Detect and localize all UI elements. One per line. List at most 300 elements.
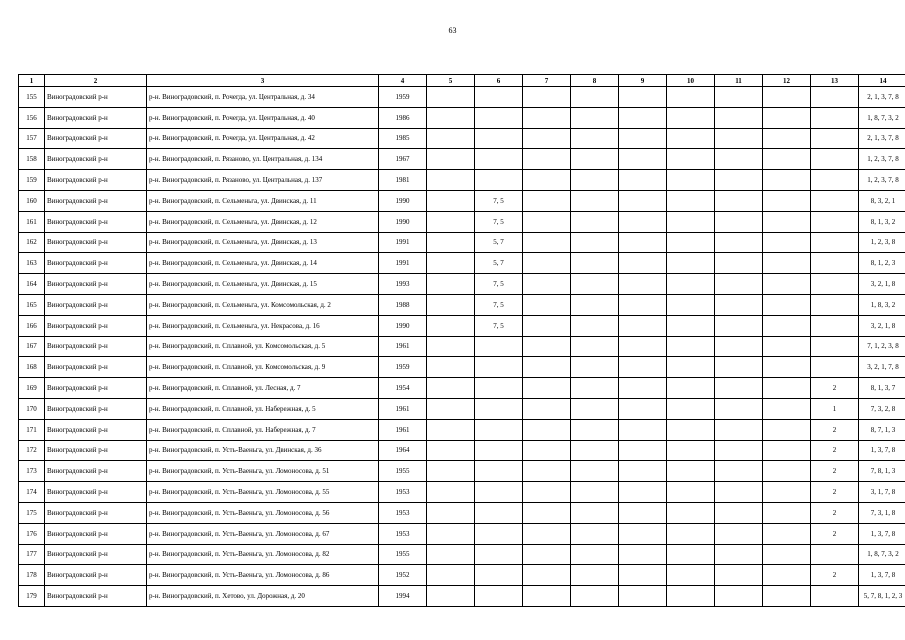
district-cell: Виноградовский р-н [45,253,147,274]
year-cell: 1990 [379,190,427,211]
col6-cell [475,336,523,357]
col5-cell [427,274,475,295]
col7-cell [523,128,571,149]
col14-cell: 8, 3, 2, 1 [859,190,905,211]
address-cell: р-н. Виноградовский, п. Хетово, ул. Дорожная, д. 20 [147,586,379,607]
col6-cell: 7, 5 [475,274,523,295]
district-cell: Виноградовский р-н [45,211,147,232]
col7-cell [523,336,571,357]
district-cell: Виноградовский р-н [45,419,147,440]
address-cell: р-н. Виноградовский, п. Усть-Ваеньга, ул. Ломоносова, д. 86 [147,565,379,586]
col12-cell [763,190,811,211]
address-cell: р-н. Виноградовский, п. Рязаново, ул. Центральная, д. 134 [147,149,379,170]
col10-cell [667,211,715,232]
col5-cell [427,502,475,523]
column-header-4: 4 [379,75,427,87]
table-row [19,128,905,149]
col12-cell [763,336,811,357]
address-cell: р-н. Виноградовский, п. Сплавной, ул. Комсомольская, д. 5 [147,336,379,357]
col8-cell [571,232,619,253]
col7-cell [523,461,571,482]
district-cell: Виноградовский р-н [45,274,147,295]
year-cell: 1991 [379,253,427,274]
col9-cell [619,211,667,232]
year-cell: 1967 [379,149,427,170]
col12-cell [763,378,811,399]
address-cell: р-н. Виноградовский, п. Сельменьга, ул. Двинская, д. 12 [147,211,379,232]
col14-cell: 3, 2, 1, 8 [859,274,905,295]
col11-cell [715,502,763,523]
col7-cell [523,544,571,565]
col5-cell [427,87,475,108]
row-number-cell: 169 [19,378,45,399]
row-number-cell: 165 [19,294,45,315]
col8-cell [571,170,619,191]
district-cell: Виноградовский р-н [45,357,147,378]
col9-cell [619,253,667,274]
col5-cell [427,190,475,211]
district-cell: Виноградовский р-н [45,398,147,419]
col6-cell [475,544,523,565]
col8-cell [571,440,619,461]
col14-cell: 1, 2, 3, 7, 8 [859,170,905,191]
col7-cell [523,149,571,170]
col8-cell [571,190,619,211]
col11-cell [715,336,763,357]
table-row [19,440,905,461]
col13-cell: 2 [811,419,859,440]
col14-cell: 7, 3, 2, 8 [859,398,905,419]
col8-cell [571,128,619,149]
col9-cell [619,190,667,211]
col7-cell [523,294,571,315]
col14-cell: 1, 2, 3, 8 [859,232,905,253]
row-number-cell: 175 [19,502,45,523]
year-cell: 1953 [379,523,427,544]
col5-cell [427,586,475,607]
district-cell: Виноградовский р-н [45,336,147,357]
col10-cell [667,190,715,211]
col10-cell [667,523,715,544]
col7-cell [523,357,571,378]
col6-cell: 7, 5 [475,211,523,232]
col7-cell [523,565,571,586]
col10-cell [667,253,715,274]
col6-cell [475,419,523,440]
table-row [19,294,905,315]
district-cell: Виноградовский р-н [45,170,147,191]
col6-cell [475,149,523,170]
col11-cell [715,253,763,274]
col7-cell [523,523,571,544]
col9-cell [619,149,667,170]
col10-cell [667,482,715,503]
col10-cell [667,502,715,523]
col6-cell [475,170,523,191]
col9-cell [619,482,667,503]
col12-cell [763,253,811,274]
row-number-cell: 166 [19,315,45,336]
address-cell: р-н. Виноградовский, п. Сплавной, ул. Набережная, д. 5 [147,398,379,419]
col5-cell [427,336,475,357]
district-cell: Виноградовский р-н [45,107,147,128]
column-header-10: 10 [667,75,715,87]
col13-cell: 2 [811,565,859,586]
year-cell: 1953 [379,502,427,523]
col12-cell [763,357,811,378]
col11-cell [715,357,763,378]
col13-cell [811,357,859,378]
table-row [19,274,905,295]
row-number-cell: 174 [19,482,45,503]
col10-cell [667,586,715,607]
col14-cell: 8, 7, 1, 3 [859,419,905,440]
col8-cell [571,523,619,544]
col14-cell: 1, 8, 7, 3, 2 [859,544,905,565]
table-row [19,544,905,565]
col12-cell [763,211,811,232]
col11-cell [715,107,763,128]
table-row [19,419,905,440]
col8-cell [571,378,619,399]
col10-cell [667,544,715,565]
col9-cell [619,544,667,565]
table-row [19,170,905,191]
district-cell: Виноградовский р-н [45,315,147,336]
col11-cell [715,544,763,565]
district-cell: Виноградовский р-н [45,586,147,607]
col13-cell [811,128,859,149]
col5-cell [427,294,475,315]
col7-cell [523,87,571,108]
address-cell: р-н. Виноградовский, п. Рочегда, ул. Центральная, д. 40 [147,107,379,128]
col10-cell [667,315,715,336]
col11-cell [715,294,763,315]
table-body [19,87,905,607]
col14-cell: 1, 8, 7, 3, 2 [859,107,905,128]
district-cell: Виноградовский р-н [45,482,147,503]
col10-cell [667,419,715,440]
address-cell: р-н. Виноградовский, п. Рочегда, ул. Центральная, д. 42 [147,128,379,149]
col11-cell [715,211,763,232]
col13-cell: 2 [811,378,859,399]
col10-cell [667,149,715,170]
row-number-cell: 170 [19,398,45,419]
col8-cell [571,565,619,586]
col9-cell [619,502,667,523]
address-cell: р-н. Виноградовский, п. Сельменьга, ул. Двинская, д. 13 [147,232,379,253]
col13-cell [811,544,859,565]
col14-cell: 1, 3, 7, 8 [859,523,905,544]
col7-cell [523,274,571,295]
table-row [19,482,905,503]
col6-cell: 7, 5 [475,190,523,211]
col9-cell [619,336,667,357]
col5-cell [427,565,475,586]
col11-cell [715,523,763,544]
col10-cell [667,398,715,419]
col8-cell [571,274,619,295]
col7-cell [523,586,571,607]
col9-cell [619,107,667,128]
col12-cell [763,107,811,128]
col7-cell [523,253,571,274]
row-number-cell: 155 [19,87,45,108]
col5-cell [427,398,475,419]
col14-cell: 7, 1, 2, 3, 8 [859,336,905,357]
col6-cell [475,523,523,544]
table-row [19,461,905,482]
district-cell: Виноградовский р-н [45,294,147,315]
col13-cell [811,211,859,232]
page-number: 63 [448,26,457,35]
row-number-cell: 177 [19,544,45,565]
col10-cell [667,294,715,315]
col12-cell [763,294,811,315]
col13-cell [811,253,859,274]
col7-cell [523,482,571,503]
col14-cell: 3, 1, 7, 8 [859,482,905,503]
col13-cell [811,190,859,211]
col12-cell [763,170,811,191]
col13-cell: 2 [811,461,859,482]
col7-cell [523,398,571,419]
address-cell: р-н. Виноградовский, п. Усть-Ваеньга, ул. Ломоносова, д. 67 [147,523,379,544]
col8-cell [571,253,619,274]
col11-cell [715,440,763,461]
col6-cell [475,586,523,607]
col9-cell [619,586,667,607]
col5-cell [427,523,475,544]
address-cell: р-н. Виноградовский, п. Сельменьга, ул. Двинская, д. 15 [147,274,379,295]
col6-cell: 7, 5 [475,315,523,336]
col9-cell [619,128,667,149]
col13-cell [811,232,859,253]
col12-cell [763,565,811,586]
col10-cell [667,128,715,149]
column-header-14: 14 [859,75,905,87]
col6-cell [475,87,523,108]
col11-cell [715,378,763,399]
col14-cell: 3, 2, 1, 8 [859,315,905,336]
row-number-cell: 161 [19,211,45,232]
col9-cell [619,419,667,440]
row-number-cell: 173 [19,461,45,482]
year-cell: 1994 [379,586,427,607]
col14-cell: 8, 1, 3, 7 [859,378,905,399]
year-cell: 1961 [379,419,427,440]
col12-cell [763,482,811,503]
address-cell: р-н. Виноградовский, п. Усть-Ваеньга, ул. Ломоносова, д. 51 [147,461,379,482]
col9-cell [619,87,667,108]
col10-cell [667,461,715,482]
col6-cell: 5, 7 [475,232,523,253]
col11-cell [715,586,763,607]
col7-cell [523,378,571,399]
col12-cell [763,502,811,523]
year-cell: 1990 [379,315,427,336]
table-row [19,315,905,336]
col12-cell [763,461,811,482]
col5-cell [427,170,475,191]
row-number-cell: 159 [19,170,45,191]
col6-cell: 7, 5 [475,294,523,315]
year-cell: 1955 [379,461,427,482]
table-row [19,149,905,170]
col6-cell: 5, 7 [475,253,523,274]
col11-cell [715,170,763,191]
year-cell: 1961 [379,336,427,357]
col10-cell [667,170,715,191]
column-header-2: 2 [45,75,147,87]
table-header [19,75,905,87]
col8-cell [571,544,619,565]
col5-cell [427,128,475,149]
col7-cell [523,211,571,232]
year-cell: 1991 [379,232,427,253]
col11-cell [715,398,763,419]
address-cell: р-н. Виноградовский, п. Сельменьга, ул. Двинская, д. 14 [147,253,379,274]
table-row [19,398,905,419]
year-cell: 1985 [379,128,427,149]
col13-cell: 2 [811,523,859,544]
col7-cell [523,315,571,336]
col5-cell [427,232,475,253]
col13-cell [811,336,859,357]
col14-cell: 8, 1, 2, 3 [859,253,905,274]
col9-cell [619,440,667,461]
col6-cell [475,357,523,378]
table-row [19,357,905,378]
year-cell: 1981 [379,170,427,191]
col10-cell [667,378,715,399]
column-header-5: 5 [427,75,475,87]
address-cell: р-н. Виноградовский, п. Сельменьга, ул. Некрасова, д. 16 [147,315,379,336]
col8-cell [571,336,619,357]
buildings-table [18,74,905,607]
row-number-cell: 160 [19,190,45,211]
col11-cell [715,482,763,503]
col8-cell [571,149,619,170]
row-number-cell: 156 [19,107,45,128]
col5-cell [427,419,475,440]
col10-cell [667,336,715,357]
row-number-cell: 158 [19,149,45,170]
year-cell: 1986 [379,107,427,128]
col9-cell [619,523,667,544]
table-row [19,232,905,253]
col13-cell [811,87,859,108]
col5-cell [427,149,475,170]
year-cell: 1988 [379,294,427,315]
col11-cell [715,315,763,336]
col14-cell: 1, 3, 7, 8 [859,440,905,461]
col8-cell [571,419,619,440]
column-header-8: 8 [571,75,619,87]
row-number-cell: 157 [19,128,45,149]
col13-cell [811,107,859,128]
col12-cell [763,523,811,544]
table-row [19,586,905,607]
column-header-11: 11 [715,75,763,87]
year-cell: 1959 [379,87,427,108]
year-cell: 1961 [379,398,427,419]
col11-cell [715,232,763,253]
year-cell: 1990 [379,211,427,232]
row-number-cell: 171 [19,419,45,440]
address-cell: р-н. Виноградовский, п. Сельменьга, ул. Двинская, д. 11 [147,190,379,211]
col14-cell: 2, 1, 3, 7, 8 [859,128,905,149]
col10-cell [667,107,715,128]
col7-cell [523,170,571,191]
col8-cell [571,398,619,419]
district-cell: Виноградовский р-н [45,544,147,565]
col5-cell [427,357,475,378]
col8-cell [571,357,619,378]
col6-cell [475,461,523,482]
address-cell: р-н. Виноградовский, п. Сплавной, ул. Лесная, д. 7 [147,378,379,399]
address-cell: р-н. Виноградовский, п. Рочегда, ул. Центральная, д. 34 [147,87,379,108]
row-number-cell: 172 [19,440,45,461]
table-row [19,565,905,586]
col7-cell [523,107,571,128]
col12-cell [763,440,811,461]
column-header-9: 9 [619,75,667,87]
district-cell: Виноградовский р-н [45,502,147,523]
col9-cell [619,232,667,253]
table-row [19,523,905,544]
header-row [19,75,905,87]
row-number-cell: 178 [19,565,45,586]
col9-cell [619,294,667,315]
col12-cell [763,586,811,607]
col5-cell [427,440,475,461]
col13-cell [811,586,859,607]
col13-cell [811,315,859,336]
col9-cell [619,565,667,586]
col8-cell [571,315,619,336]
col10-cell [667,357,715,378]
year-cell: 1993 [379,274,427,295]
col7-cell [523,419,571,440]
col6-cell [475,398,523,419]
col8-cell [571,502,619,523]
col10-cell [667,274,715,295]
row-number-cell: 167 [19,336,45,357]
col7-cell [523,502,571,523]
col12-cell [763,274,811,295]
col7-cell [523,190,571,211]
col11-cell [715,190,763,211]
col8-cell [571,211,619,232]
col12-cell [763,232,811,253]
column-header-3: 3 [147,75,379,87]
address-cell: р-н. Виноградовский, п. Сплавной, ул. Набережная, д. 7 [147,419,379,440]
address-cell: р-н. Виноградовский, п. Сплавной, ул. Комсомольская, д. 9 [147,357,379,378]
col5-cell [427,315,475,336]
col11-cell [715,149,763,170]
col11-cell [715,565,763,586]
district-cell: Виноградовский р-н [45,461,147,482]
column-header-1: 1 [19,75,45,87]
district-cell: Виноградовский р-н [45,378,147,399]
district-cell: Виноградовский р-н [45,190,147,211]
row-number-cell: 179 [19,586,45,607]
col9-cell [619,461,667,482]
col9-cell [619,274,667,295]
column-header-7: 7 [523,75,571,87]
col13-cell: 2 [811,482,859,503]
